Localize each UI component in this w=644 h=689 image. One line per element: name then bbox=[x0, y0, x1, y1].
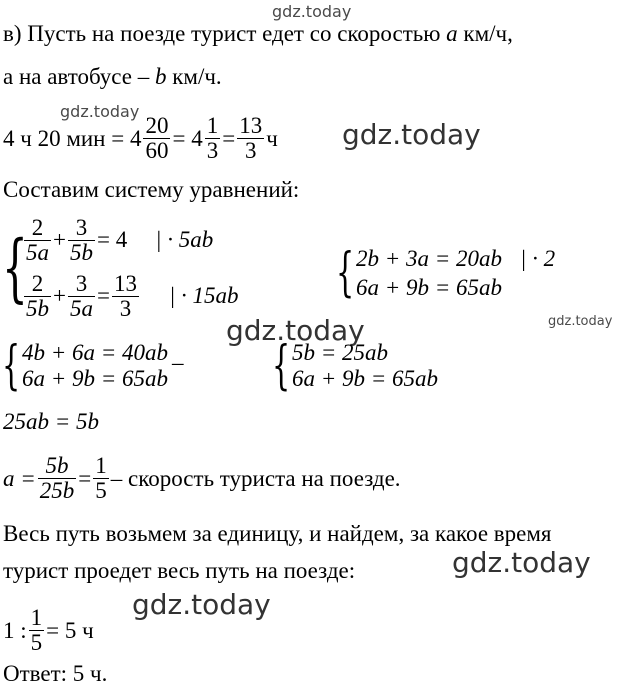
equation-25ab: 25ab = 5b bbox=[3, 409, 100, 434]
intro-line-1 bbox=[3, 20, 513, 47]
multiplier-15ab: | · 15ab bbox=[168, 283, 239, 308]
system-3 bbox=[2, 336, 184, 396]
var-b: b bbox=[155, 64, 167, 89]
intro-text-1a: в) Пусть на поезде турист едет со скоростью bbox=[3, 21, 447, 46]
fraction-1-5-calc: $\frac{1}{5}$ bbox=[30, 604, 43, 655]
system-4-row-2: 6a + 9b = 65ab bbox=[292, 366, 439, 391]
subtract-operator: – bbox=[172, 350, 184, 375]
intro-text-2b: км/ч. bbox=[166, 64, 222, 89]
watermark-top: gdz.today bbox=[272, 2, 352, 21]
system-1-row-1: $\frac{2}{5a}$ + $\frac{3}{5b}$ = 4 | · 5ab bbox=[26, 214, 214, 265]
system-2-brace: { bbox=[336, 243, 355, 303]
system-2 bbox=[336, 244, 555, 302]
system-1-brace: { bbox=[2, 225, 28, 311]
intro-line-2 bbox=[3, 63, 222, 90]
system-4-brace: { bbox=[272, 336, 291, 396]
calc-line: 1 : $\frac{1}{5}$ = 5 ч bbox=[3, 604, 94, 655]
system-4 bbox=[272, 336, 439, 396]
time-eq-1: = 4 bbox=[172, 125, 203, 151]
watermark-large-1: gdz.today bbox=[342, 118, 481, 151]
paragraph-line-1: Весь путь возьмем за единицу, и найдем, за какое время bbox=[3, 521, 552, 546]
a-equation-line: a = $\frac{5b}{25b}$ = $\frac{1}{5}$ – скорость туриста на поезде. bbox=[3, 452, 401, 503]
paragraph-line-2: турист проедет весь путь на поезде: bbox=[3, 558, 356, 583]
watermark-large-2: gdz.today bbox=[226, 314, 365, 347]
time-lead: 4 ч 20 мин = 4 bbox=[3, 125, 142, 151]
system-2-row-1: 2b + 3a = 20ab | · 2 bbox=[356, 246, 556, 271]
intro-text-1b: км/ч, bbox=[457, 21, 513, 46]
fraction-20-60: $\frac{20}{60}$ bbox=[145, 112, 169, 163]
system-3-row-1: 4b + 6a = 40ab bbox=[22, 340, 169, 365]
fraction-5b-25b: $\frac{5b}{25b}$ bbox=[39, 452, 75, 503]
system-4-row-1: 5b = 25ab bbox=[292, 340, 389, 365]
fraction-1-5: $\frac{1}{5}$ bbox=[95, 452, 107, 503]
time-conversion-line bbox=[3, 108, 278, 168]
system-1 bbox=[2, 212, 239, 324]
watermark-small-2: gdz.today bbox=[548, 314, 613, 329]
system-2-row-2: 6a + 9b = 65ab bbox=[356, 275, 503, 300]
watermark-large-4: gdz.today bbox=[132, 588, 271, 621]
system-3-row-2: 6a + 9b = 65ab bbox=[22, 366, 169, 391]
var-a: a bbox=[446, 21, 458, 46]
fraction-1-3: $\frac{1}{3}$ bbox=[206, 112, 219, 163]
intro-text-2a: а на автобусе – bbox=[3, 64, 155, 89]
watermark-large-3: gdz.today bbox=[452, 546, 591, 579]
time-unit: ч bbox=[266, 125, 278, 151]
system-3-brace: { bbox=[2, 336, 21, 396]
time-eq-2: = bbox=[222, 125, 236, 151]
answer: Ответ: 5 ч. bbox=[3, 661, 108, 686]
fraction-13-3: $\frac{13}{3}$ bbox=[239, 112, 263, 163]
compose-label: Составим систему уравнений: bbox=[3, 177, 300, 202]
system-1-row-2: $\frac{2}{5b}$ + $\frac{3}{5a}$ = $\frac{13}{3}$ | · 15ab bbox=[26, 270, 239, 321]
multiplier-5ab: | · 5ab bbox=[155, 227, 214, 252]
watermark-small-1: gdz.today bbox=[60, 102, 140, 121]
